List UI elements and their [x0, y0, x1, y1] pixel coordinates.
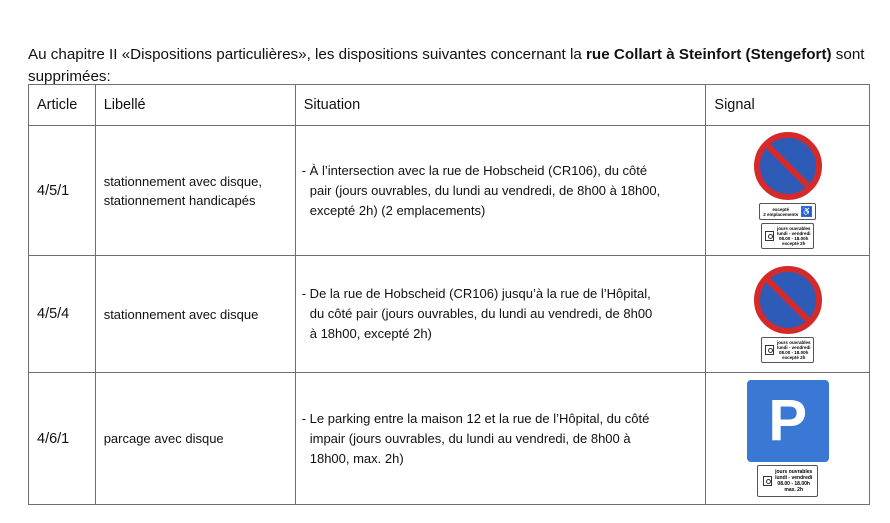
plate-line: jours ouvrables: [776, 226, 811, 231]
article-cell: 4/5/1: [29, 126, 96, 256]
plate-line: max. 2h: [784, 487, 803, 493]
situation-line: à 18h00, excepté 2h): [309, 326, 432, 341]
situation-line: pair (jours ouvrables, du lundi au vendredi, de 8h00 à 18h00,: [309, 182, 661, 198]
table-row: [29, 256, 870, 373]
header-signal: Signal: [706, 85, 870, 126]
plate-line: 08.00 - 18.00h: [779, 236, 809, 241]
article-cell: 4/6/1: [29, 373, 96, 505]
plate-line: lundi - vendredi: [776, 344, 811, 350]
plate-line: 08.00 - 18.00h: [779, 349, 809, 355]
intro-suffix: sont supprimées:: [28, 46, 865, 86]
intro-street-name: rue Collart à Steinfort (Stengefort): [586, 46, 832, 64]
plate-line: jours ouvrables: [775, 469, 813, 475]
signal-cell: [706, 373, 870, 505]
disk-plate: [761, 223, 815, 249]
parking-sign-icon: P: [747, 380, 829, 462]
wheelchair-icon: ♿: [801, 207, 812, 216]
libelle-cell: [95, 373, 295, 505]
libelle-line: stationnement avec disque: [103, 306, 259, 322]
signal-cell: [706, 126, 870, 256]
dispositions-table: [28, 84, 870, 505]
situation-line: - De la rue de Hobscheid (CR106) jusqu’à la rue de l’Hôpital,: [301, 286, 651, 301]
table-row: [29, 373, 870, 505]
situation-cell: [295, 256, 706, 373]
disk-plate: [761, 337, 815, 363]
parking-disk-icon: [763, 476, 772, 486]
plate-line: lundi - vendredi: [775, 475, 813, 481]
disk-plate: [757, 465, 818, 497]
situation-line: excepté 2h) (2 emplacements): [309, 202, 486, 218]
table-header-row: [29, 85, 870, 126]
header-libelle: Libellé: [95, 85, 295, 126]
situation-line: - À l’intersection avec la rue de Hobscheid (CR106), du côté: [301, 162, 648, 178]
plate-line: excepté: [772, 206, 790, 212]
libelle-cell: [95, 126, 295, 256]
libelle-line: stationnement avec disque,: [103, 173, 262, 189]
libelle-line: parcage avec disque: [103, 431, 224, 446]
intro-prefix: Au chapitre II «Dispositions particulières», les dispositions suivantes concernant la: [28, 46, 587, 64]
header-situation: Situation: [295, 85, 706, 126]
libelle-line: stationnement handicapés: [103, 192, 256, 208]
disabled-plate: [759, 203, 816, 220]
situation-cell: [295, 373, 706, 505]
intro-paragraph: [28, 44, 873, 88]
situation-cell: [295, 126, 706, 256]
plate-line: excepté 2h: [782, 241, 806, 246]
parking-disk-icon: [765, 231, 774, 241]
situation-line: impair (jours ouvrables, du lundi au vendredi, de 8h00 à: [309, 430, 631, 446]
parking-disk-icon: [765, 345, 774, 355]
plate-line: 08.00 - 18.00h: [777, 481, 810, 487]
plate-line: jours ouvrables: [776, 339, 811, 345]
situation-line: - Le parking entre la maison 12 et la rue de l’Hôpital, du côté: [301, 410, 650, 426]
plate-line: excepté 2h: [782, 354, 806, 360]
plate-line: lundi - vendredi: [776, 231, 811, 236]
no-parking-sign-icon: [754, 266, 822, 334]
situation-line: 18h00, max. 2h): [309, 450, 404, 466]
plate-line: 2 emplacements: [763, 211, 799, 217]
article-cell: 4/5/4: [29, 256, 96, 373]
signal-cell: [706, 256, 870, 373]
libelle-cell: [95, 256, 295, 373]
no-parking-sign-icon: [754, 132, 822, 200]
table-row: [29, 126, 870, 256]
situation-line: du côté pair (jours ouvrables, du lundi au vendredi, de 8h00: [309, 306, 653, 321]
header-article: Article: [29, 85, 96, 126]
